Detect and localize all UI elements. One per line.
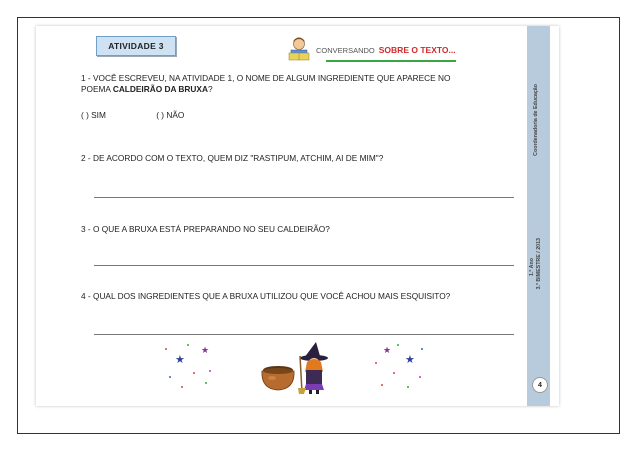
- question-1-line2: [81, 84, 450, 95]
- question-1-prefix: POEMA: [81, 84, 113, 94]
- poem-title: CALDEIRÃO DA BRUXA: [112, 84, 208, 94]
- bimester-label: 3.º BIMESTRE / 2013: [536, 238, 542, 290]
- activity-badge: [96, 36, 176, 56]
- question-2-text: 2 - DE ACORDO COM O TEXTO, QUEM DIZ "RASTIPUM, ATCHIM, AI DE MIM"?: [81, 153, 384, 163]
- question-1-text: 1 - VOCÊ ESCREVEU, NA ATIVIDADE 1, O NOME DE ALGUM INGREDIENTE QUE APARECE NO: [81, 73, 451, 83]
- coordination-label: Coordenadoria de Educação: [533, 84, 539, 156]
- option-no[interactable]: ( ) NÃO: [156, 110, 185, 120]
- cauldron-icon: [258, 364, 298, 392]
- question-3-text: 3 - O QUE A BRUXA ESTÁ PREPARANDO NO SEU CALDEIRÃO?: [81, 224, 330, 234]
- question-1: [81, 73, 450, 95]
- section-heading-prefix: CONVERSANDO: [316, 45, 375, 55]
- reading-child-icon: [286, 36, 312, 64]
- answer-line-2[interactable]: [94, 197, 514, 198]
- sparkle-stars-icon: ★ ★: [371, 342, 431, 392]
- option-yes[interactable]: ( ) SIM: [81, 110, 106, 120]
- witch-icon: [296, 342, 336, 394]
- question-1-options: [81, 110, 184, 120]
- answer-line-3[interactable]: [94, 265, 514, 266]
- worksheet: [36, 26, 559, 406]
- page-number: 4: [532, 377, 548, 393]
- question-4-text: 4 - QUAL DOS INGREDIENTES QUE A BRUXA UTILIZOU QUE VOCÊ ACHOU MAIS ESQUISITO?: [81, 291, 451, 301]
- heading-underline: [326, 60, 456, 62]
- sparkle-stars-icon: ★ ★: [161, 342, 221, 392]
- sidebar: [527, 26, 550, 406]
- year-label: 1.º Ano: [529, 258, 535, 276]
- activity-label: ATIVIDADE 3: [108, 41, 164, 51]
- answer-line-4[interactable]: [94, 334, 514, 335]
- section-heading-title: SOBRE O TEXTO...: [378, 45, 456, 55]
- question-1-suffix: ?: [207, 84, 213, 94]
